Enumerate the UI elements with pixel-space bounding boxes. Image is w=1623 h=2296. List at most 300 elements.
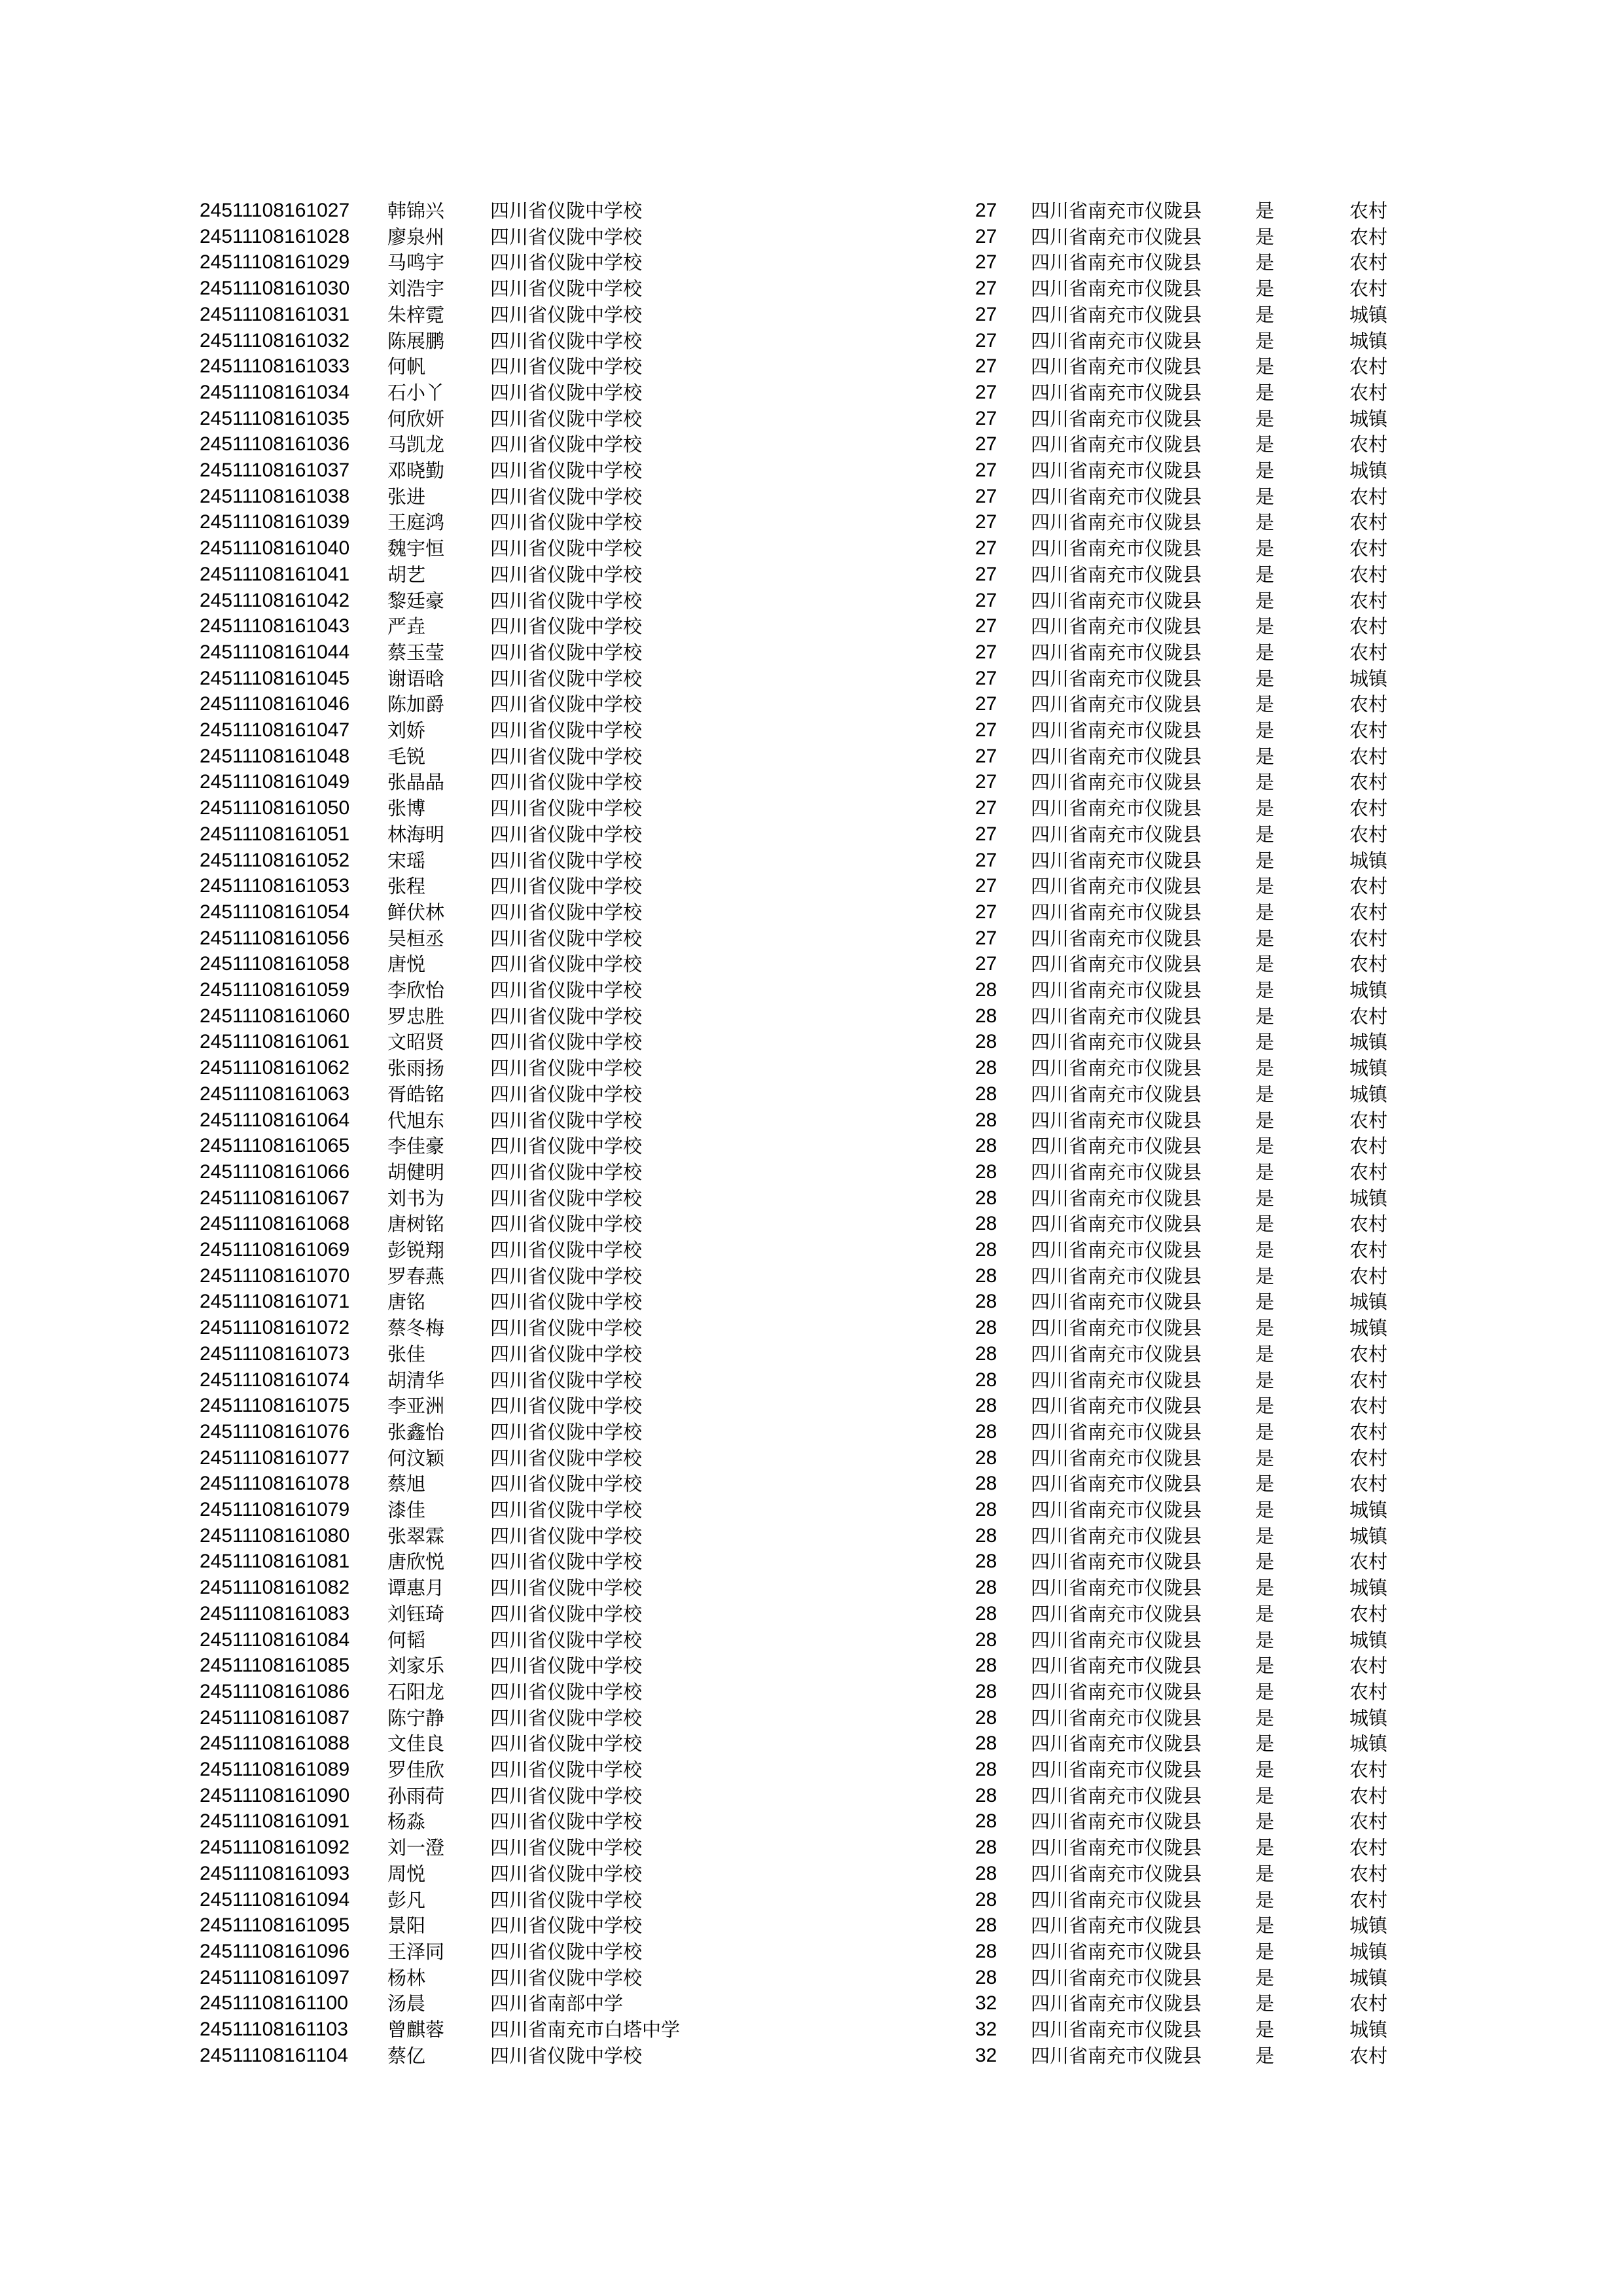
region-name: 四川省南充市仪陇县	[1031, 459, 1202, 482]
flag-value: 是	[1255, 1005, 1275, 1028]
student-name: 罗忠胜	[387, 1005, 445, 1028]
table-row	[200, 509, 1443, 535]
code-value: 28	[975, 1499, 997, 1520]
code-value: 27	[975, 901, 997, 923]
flag-value: 是	[1255, 1759, 1275, 1781]
school-name: 四川省仪陇中学校	[490, 1966, 643, 1989]
flag-value: 是	[1255, 849, 1275, 872]
student-id: 24511108161069	[200, 1239, 350, 1261]
student-id: 24511108161046	[200, 693, 350, 715]
flag-value: 是	[1255, 200, 1275, 222]
table-row	[200, 1289, 1443, 1315]
table-row	[200, 353, 1443, 380]
school-name: 四川省仪陇中学校	[490, 459, 643, 482]
student-name: 何帆	[387, 355, 426, 378]
code-value: 28	[975, 1395, 997, 1417]
student-name: 何韬	[387, 1628, 426, 1651]
student-name: 蔡旭	[387, 1473, 426, 1496]
student-name: 马凯龙	[387, 433, 445, 456]
school-name: 四川省仪陇中学校	[490, 1160, 643, 1183]
table-row	[200, 1575, 1443, 1601]
school-name: 四川省仪陇中学校	[490, 1420, 643, 1443]
student-id: 24511108161036	[200, 433, 350, 456]
school-name: 四川省仪陇中学校	[490, 1602, 643, 1625]
student-id: 24511108161067	[200, 1187, 350, 1209]
code-value: 28	[975, 1160, 997, 1183]
student-name: 吴桓丞	[387, 927, 445, 950]
flag-value: 是	[1255, 225, 1275, 248]
region-name: 四川省南充市仪陇县	[1031, 1342, 1202, 1365]
table-row	[200, 1523, 1443, 1549]
code-value: 28	[975, 1083, 997, 1105]
student-name: 鲜伏林	[387, 901, 445, 924]
table-row	[200, 1367, 1443, 1393]
residence-type: 农村	[1349, 537, 1388, 560]
flag-value: 是	[1255, 485, 1275, 508]
student-name: 张雨扬	[387, 1057, 445, 1080]
flag-value: 是	[1255, 511, 1275, 534]
code-value: 27	[975, 745, 997, 767]
region-name: 四川省南充市仪陇县	[1031, 1395, 1202, 1418]
student-id: 24511108161085	[200, 1655, 350, 1677]
region-name: 四川省南充市仪陇县	[1031, 511, 1202, 534]
flag-value: 是	[1255, 355, 1275, 378]
school-name: 四川省仪陇中学校	[490, 771, 643, 794]
school-name: 四川省仪陇中学校	[490, 1577, 643, 1600]
table-row	[200, 198, 1443, 224]
flag-value: 是	[1255, 1473, 1275, 1496]
residence-type: 农村	[1349, 1135, 1388, 1158]
student-name: 刘家乐	[387, 1655, 445, 1677]
school-name: 四川省仪陇中学校	[490, 1265, 643, 1287]
student-name: 何欣妍	[387, 407, 445, 430]
school-name: 四川省仪陇中学校	[490, 849, 643, 872]
residence-type: 农村	[1349, 485, 1388, 508]
school-name: 四川省仪陇中学校	[490, 1810, 643, 1833]
student-name: 唐欣悦	[387, 1551, 445, 1573]
code-value: 27	[975, 667, 997, 689]
student-id: 24511108161039	[200, 511, 350, 533]
table-row	[200, 666, 1443, 692]
table-row	[200, 380, 1443, 406]
residence-type: 农村	[1349, 823, 1388, 846]
flag-value: 是	[1255, 537, 1275, 560]
table-row	[200, 1237, 1443, 1263]
school-name: 四川省仪陇中学校	[490, 1317, 643, 1340]
student-id: 24511108161082	[200, 1577, 350, 1599]
table-row	[200, 1549, 1443, 1575]
code-value: 28	[975, 1784, 997, 1806]
flag-value: 是	[1255, 1602, 1275, 1625]
residence-type: 农村	[1349, 615, 1388, 638]
school-name: 四川省南充市白塔中学	[490, 2018, 681, 2041]
region-name: 四川省南充市仪陇县	[1031, 1759, 1202, 1781]
code-value: 27	[975, 875, 997, 897]
residence-type: 城镇	[1349, 1966, 1388, 1989]
student-name: 王庭鸿	[387, 511, 445, 534]
flag-value: 是	[1255, 563, 1275, 586]
school-name: 四川省仪陇中学校	[490, 1862, 643, 1885]
student-id: 24511108161040	[200, 537, 350, 560]
student-name: 文昭贤	[387, 1031, 445, 1054]
residence-type: 农村	[1349, 278, 1388, 300]
school-name: 四川省仪陇中学校	[490, 1784, 643, 1807]
student-name: 唐悦	[387, 953, 426, 976]
student-name: 杨林	[387, 1966, 426, 1989]
student-id: 24511108161030	[200, 278, 350, 300]
flag-value: 是	[1255, 1031, 1275, 1054]
school-name: 四川省仪陇中学校	[490, 1291, 643, 1314]
code-value: 28	[975, 1031, 997, 1053]
code-value: 28	[975, 1317, 997, 1339]
residence-type: 城镇	[1349, 979, 1388, 1001]
code-value: 27	[975, 615, 997, 637]
residence-type: 农村	[1349, 1655, 1388, 1677]
school-name: 四川省仪陇中学校	[490, 278, 643, 300]
school-name: 四川省仪陇中学校	[490, 719, 643, 742]
residence-type: 农村	[1349, 1888, 1388, 1911]
student-id: 24511108161095	[200, 1914, 350, 1937]
flag-value: 是	[1255, 1160, 1275, 1183]
school-name: 四川省仪陇中学校	[490, 1187, 643, 1210]
student-id: 24511108161043	[200, 615, 350, 637]
table-row	[200, 1497, 1443, 1523]
region-name: 四川省南充市仪陇县	[1031, 1680, 1202, 1703]
code-value: 27	[975, 563, 997, 585]
residence-type: 城镇	[1349, 1031, 1388, 1054]
school-name: 四川省仪陇中学校	[490, 1732, 643, 1755]
code-value: 28	[975, 1057, 997, 1079]
code-value: 28	[975, 1810, 997, 1833]
flag-value: 是	[1255, 797, 1275, 820]
school-name: 四川省仪陇中学校	[490, 1083, 643, 1105]
student-name: 宋瑶	[387, 849, 426, 872]
residence-type: 农村	[1349, 1395, 1388, 1418]
student-name: 张晶晶	[387, 771, 445, 794]
school-name: 四川省仪陇中学校	[490, 251, 643, 274]
table-row	[200, 795, 1443, 821]
student-name: 漆佳	[387, 1499, 426, 1521]
region-name: 四川省南充市仪陇县	[1031, 745, 1202, 768]
school-name: 四川省仪陇中学校	[490, 381, 643, 404]
student-name: 谢语晗	[387, 667, 445, 690]
region-name: 四川省南充市仪陇县	[1031, 1005, 1202, 1028]
residence-type: 农村	[1349, 1473, 1388, 1496]
table-row	[200, 977, 1443, 1003]
table-row	[200, 1939, 1443, 1965]
school-name: 四川省仪陇中学校	[490, 1109, 643, 1132]
flag-value: 是	[1255, 1317, 1275, 1340]
student-name: 马鸣宇	[387, 251, 445, 274]
region-name: 四川省南充市仪陇县	[1031, 329, 1202, 352]
student-id: 24511108161028	[200, 225, 350, 247]
code-value: 28	[975, 1291, 997, 1313]
student-name: 毛锐	[387, 745, 426, 768]
student-id: 24511108161104	[200, 2044, 348, 2066]
student-id: 24511108161052	[200, 849, 350, 871]
table-row	[200, 1315, 1443, 1341]
student-id: 24511108161045	[200, 667, 350, 689]
code-value: 27	[975, 537, 997, 560]
table-row	[200, 1471, 1443, 1497]
code-value: 28	[975, 1005, 997, 1027]
school-name: 四川省仪陇中学校	[490, 953, 643, 976]
code-value: 27	[975, 589, 997, 611]
residence-type: 城镇	[1349, 849, 1388, 872]
code-value: 27	[975, 771, 997, 793]
residence-type: 农村	[1349, 1551, 1388, 1573]
flag-value: 是	[1255, 1655, 1275, 1677]
code-value: 27	[975, 641, 997, 663]
student-name: 胡健明	[387, 1160, 445, 1183]
residence-type: 城镇	[1349, 1940, 1388, 1963]
table-row	[200, 588, 1443, 614]
school-name: 四川省仪陇中学校	[490, 1706, 643, 1729]
code-value: 28	[975, 1602, 997, 1624]
table-row	[200, 1912, 1443, 1939]
region-name: 四川省南充市仪陇县	[1031, 719, 1202, 742]
region-name: 四川省南充市仪陇县	[1031, 2018, 1202, 2041]
code-value: 28	[975, 1940, 997, 1962]
student-id: 24511108161058	[200, 953, 350, 975]
residence-type: 农村	[1349, 200, 1388, 222]
student-name: 林海明	[387, 823, 445, 846]
code-value: 27	[975, 278, 997, 300]
code-value: 28	[975, 1135, 997, 1157]
flag-value: 是	[1255, 2018, 1275, 2041]
student-id: 24511108161031	[200, 303, 350, 325]
region-name: 四川省南充市仪陇县	[1031, 381, 1202, 404]
student-name: 彭凡	[387, 1888, 426, 1911]
region-name: 四川省南充市仪陇县	[1031, 927, 1202, 950]
table-row	[200, 1211, 1443, 1237]
code-value: 28	[975, 1187, 997, 1209]
flag-value: 是	[1255, 1837, 1275, 1859]
table-row	[200, 1055, 1443, 1081]
region-name: 四川省南充市仪陇县	[1031, 823, 1202, 846]
residence-type: 农村	[1349, 927, 1388, 950]
table-row	[200, 535, 1443, 562]
code-value: 28	[975, 1862, 997, 1884]
flag-value: 是	[1255, 1057, 1275, 1080]
flag-value: 是	[1255, 1732, 1275, 1755]
residence-type: 城镇	[1349, 1524, 1388, 1547]
residence-type: 农村	[1349, 433, 1388, 456]
flag-value: 是	[1255, 745, 1275, 768]
flag-value: 是	[1255, 823, 1275, 846]
table-row	[200, 925, 1443, 952]
student-name: 杨淼	[387, 1810, 426, 1833]
student-id: 24511108161074	[200, 1369, 350, 1391]
table-row	[200, 457, 1443, 484]
region-name: 四川省南充市仪陇县	[1031, 225, 1202, 248]
school-name: 四川省仪陇中学校	[490, 1005, 643, 1028]
student-id: 24511108161032	[200, 329, 350, 351]
region-name: 四川省南充市仪陇县	[1031, 1602, 1202, 1625]
table-row	[200, 639, 1443, 666]
flag-value: 是	[1255, 1369, 1275, 1391]
student-name: 陈展鹏	[387, 329, 445, 352]
flag-value: 是	[1255, 329, 1275, 352]
student-name: 李佳豪	[387, 1135, 445, 1158]
region-name: 四川省南充市仪陇县	[1031, 849, 1202, 872]
residence-type: 城镇	[1349, 407, 1388, 430]
region-name: 四川省南充市仪陇县	[1031, 1265, 1202, 1287]
student-name: 胥皓铭	[387, 1083, 445, 1105]
region-name: 四川省南充市仪陇县	[1031, 1810, 1202, 1833]
table-row	[200, 1107, 1443, 1134]
region-name: 四川省南充市仪陇县	[1031, 1160, 1202, 1183]
region-name: 四川省南充市仪陇县	[1031, 1213, 1202, 1236]
flag-value: 是	[1255, 381, 1275, 404]
flag-value: 是	[1255, 1888, 1275, 1911]
school-name: 四川省仪陇中学校	[490, 875, 643, 898]
residence-type: 城镇	[1349, 1187, 1388, 1210]
flag-value: 是	[1255, 1265, 1275, 1287]
student-name: 刘钰琦	[387, 1602, 445, 1625]
region-name: 四川省南充市仪陇县	[1031, 1109, 1202, 1132]
code-value: 28	[975, 1342, 997, 1365]
region-name: 四川省南充市仪陇县	[1031, 979, 1202, 1001]
code-value: 27	[975, 225, 997, 247]
student-name: 李亚洲	[387, 1395, 445, 1418]
flag-value: 是	[1255, 1395, 1275, 1418]
region-name: 四川省南充市仪陇县	[1031, 1628, 1202, 1651]
flag-value: 是	[1255, 1499, 1275, 1521]
student-id: 24511108161059	[200, 979, 350, 1001]
student-id: 24511108161091	[200, 1810, 350, 1833]
student-id: 24511108161078	[200, 1473, 350, 1495]
flag-value: 是	[1255, 1966, 1275, 1989]
residence-type: 农村	[1349, 589, 1388, 612]
code-value: 28	[975, 1577, 997, 1599]
table-row	[200, 1185, 1443, 1211]
student-id: 24511108161073	[200, 1342, 350, 1365]
region-name: 四川省南充市仪陇县	[1031, 1914, 1202, 1937]
school-name: 四川省仪陇中学校	[490, 901, 643, 924]
residence-type: 农村	[1349, 719, 1388, 742]
table-row	[200, 1003, 1443, 1030]
region-name: 四川省南充市仪陇县	[1031, 953, 1202, 976]
table-row	[200, 484, 1443, 510]
table-row	[200, 1445, 1443, 1471]
student-name: 张翠霖	[387, 1524, 445, 1547]
table-row	[200, 613, 1443, 639]
flag-value: 是	[1255, 1420, 1275, 1443]
flag-value: 是	[1255, 1187, 1275, 1210]
flag-value: 是	[1255, 875, 1275, 898]
residence-type: 城镇	[1349, 667, 1388, 690]
student-name: 胡清华	[387, 1369, 445, 1391]
residence-type: 农村	[1349, 1420, 1388, 1443]
code-value: 27	[975, 381, 997, 403]
region-name: 四川省南充市仪陇县	[1031, 407, 1202, 430]
table-row	[200, 744, 1443, 770]
student-name: 张进	[387, 485, 426, 508]
school-name: 四川省仪陇中学校	[490, 1551, 643, 1573]
student-id: 24511108161072	[200, 1317, 350, 1339]
code-value: 28	[975, 1759, 997, 1780]
region-name: 四川省南充市仪陇县	[1031, 667, 1202, 690]
residence-type: 农村	[1349, 381, 1388, 404]
region-name: 四川省南充市仪陇县	[1031, 1655, 1202, 1677]
school-name: 四川省仪陇中学校	[490, 1888, 643, 1911]
student-name: 代旭东	[387, 1109, 445, 1132]
student-id: 24511108161083	[200, 1602, 350, 1624]
school-name: 四川省仪陇中学校	[490, 355, 643, 378]
school-name: 四川省仪陇中学校	[490, 823, 643, 846]
school-name: 四川省仪陇中学校	[490, 433, 643, 456]
region-name: 四川省南充市仪陇县	[1031, 1135, 1202, 1158]
table-row	[200, 1081, 1443, 1107]
student-id: 24511108161090	[200, 1784, 350, 1806]
residence-type: 农村	[1349, 1602, 1388, 1625]
residence-type: 农村	[1349, 641, 1388, 664]
flag-value: 是	[1255, 1628, 1275, 1651]
residence-type: 农村	[1349, 1109, 1388, 1132]
student-id: 24511108161071	[200, 1291, 350, 1313]
region-name: 四川省南充市仪陇县	[1031, 433, 1202, 456]
code-value: 32	[975, 2018, 997, 2040]
code-value: 28	[975, 1706, 997, 1729]
region-name: 四川省南充市仪陇县	[1031, 200, 1202, 222]
residence-type: 农村	[1349, 1213, 1388, 1236]
student-name: 张博	[387, 797, 426, 820]
code-value: 28	[975, 1265, 997, 1287]
table-row	[200, 1887, 1443, 1913]
student-id: 24511108161065	[200, 1135, 350, 1157]
region-name: 四川省南充市仪陇县	[1031, 1057, 1202, 1080]
region-name: 四川省南充市仪陇县	[1031, 251, 1202, 274]
code-value: 27	[975, 693, 997, 715]
school-name: 四川省仪陇中学校	[490, 667, 643, 690]
school-name: 四川省仪陇中学校	[490, 511, 643, 534]
student-name: 朱梓霓	[387, 303, 445, 326]
region-name: 四川省南充市仪陇县	[1031, 1551, 1202, 1573]
region-name: 四川省南充市仪陇县	[1031, 1706, 1202, 1729]
student-name: 周悦	[387, 1862, 426, 1885]
residence-type: 农村	[1349, 1160, 1388, 1183]
student-name: 景阳	[387, 1914, 426, 1937]
student-name: 罗佳欣	[387, 1759, 445, 1781]
residence-type: 农村	[1349, 1446, 1388, 1469]
student-id: 24511108161068	[200, 1213, 350, 1235]
code-value: 28	[975, 1446, 997, 1469]
flag-value: 是	[1255, 953, 1275, 976]
school-name: 四川省仪陇中学校	[490, 1628, 643, 1651]
student-id: 24511108161092	[200, 1837, 350, 1859]
school-name: 四川省仪陇中学校	[490, 1680, 643, 1703]
residence-type: 农村	[1349, 1784, 1388, 1807]
student-id: 24511108161081	[200, 1551, 350, 1573]
flag-value: 是	[1255, 1551, 1275, 1573]
code-value: 28	[975, 1732, 997, 1755]
region-name: 四川省南充市仪陇县	[1031, 1473, 1202, 1496]
region-name: 四川省南充市仪陇县	[1031, 797, 1202, 820]
region-name: 四川省南充市仪陇县	[1031, 1524, 1202, 1547]
flag-value: 是	[1255, 433, 1275, 456]
table-row	[200, 328, 1443, 354]
region-name: 四川省南充市仪陇县	[1031, 589, 1202, 612]
region-name: 四川省南充市仪陇县	[1031, 1420, 1202, 1443]
code-value: 28	[975, 1966, 997, 1988]
student-name: 罗春燕	[387, 1265, 445, 1287]
code-value: 27	[975, 459, 997, 481]
school-name: 四川省仪陇中学校	[490, 1342, 643, 1365]
student-name: 廖泉州	[387, 225, 445, 248]
region-name: 四川省南充市仪陇县	[1031, 1966, 1202, 1989]
region-name: 四川省南充市仪陇县	[1031, 615, 1202, 638]
